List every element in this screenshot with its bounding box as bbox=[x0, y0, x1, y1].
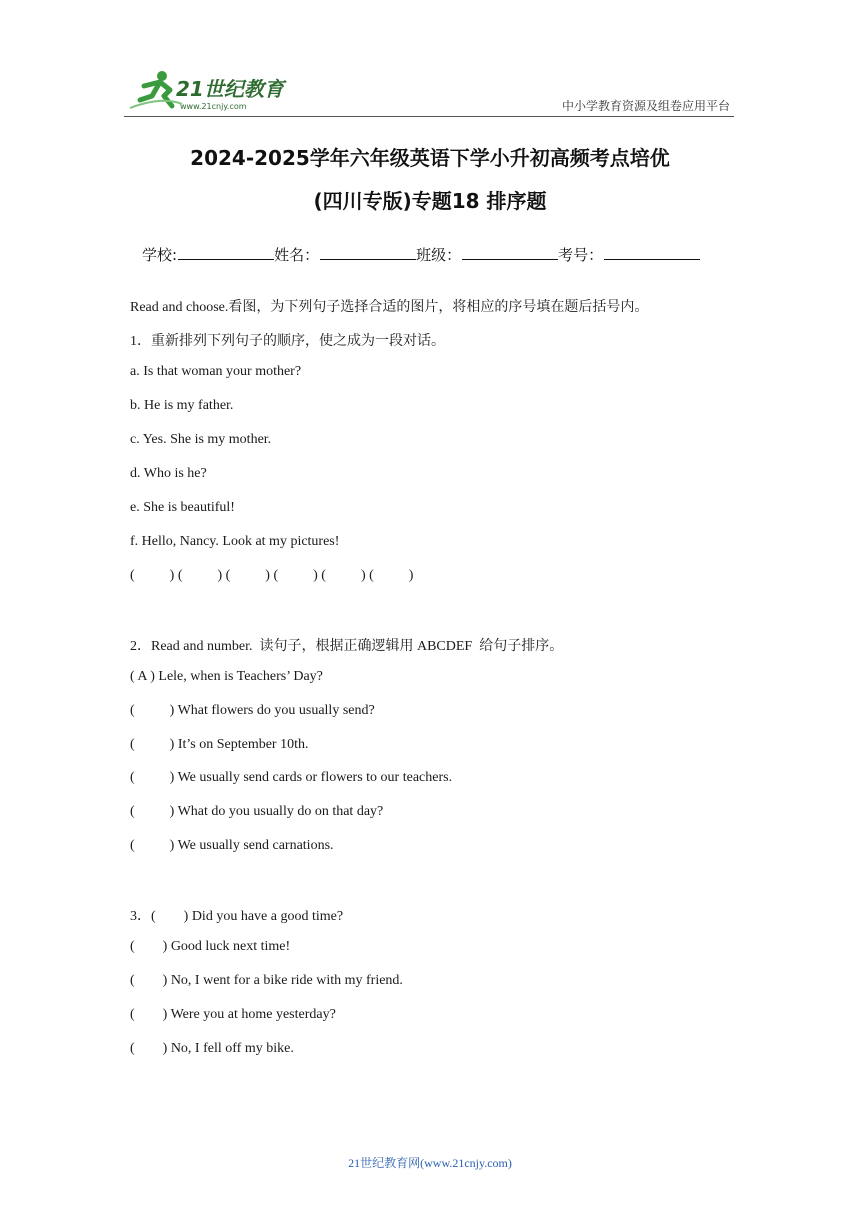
instruction: Read and choose.看图，为下列句子选择合适的图片，将相应的序号填在题后括号内。 bbox=[130, 300, 649, 315]
q2-line[interactable]: ( ) We usually send carnations. bbox=[130, 838, 334, 853]
q2-line: ( A ) Lele, when is Teachers’ Day? bbox=[130, 669, 323, 684]
q1-answer-blanks[interactable]: ( ) ( ) ( ) ( ) ( ) ( ) bbox=[130, 568, 414, 583]
q3-line[interactable]: ( ) Good luck next time! bbox=[130, 939, 291, 954]
runner-logo-icon bbox=[122, 66, 292, 114]
logo bbox=[122, 66, 292, 114]
q1-option: e. She is beautiful! bbox=[130, 500, 235, 515]
q1-option: f. Hello, Nancy. Look at my pictures! bbox=[130, 534, 340, 549]
q2-line[interactable]: ( ) It’s on September 10th. bbox=[130, 737, 309, 752]
q1-prompt: 1．重新排列下列句子的顺序，使之成为一段对话。 bbox=[130, 334, 445, 349]
school-field[interactable] bbox=[142, 244, 274, 265]
q2-line[interactable]: ( ) What flowers do you usually send? bbox=[130, 703, 375, 718]
q3-line[interactable]: ( ) No, I fell off my bike. bbox=[130, 1041, 294, 1056]
exam-number-field[interactable] bbox=[558, 244, 700, 265]
school-blank[interactable] bbox=[178, 245, 274, 260]
name-blank[interactable] bbox=[320, 245, 416, 260]
header-divider bbox=[124, 116, 734, 117]
class-field[interactable] bbox=[416, 244, 558, 265]
class-label: 班级： bbox=[416, 246, 462, 264]
page-title: 2024-2025学年六年级英语下学小升初高频考点培优 bbox=[190, 146, 670, 170]
platform-name: 中小学教育资源及组卷应用平台 bbox=[561, 99, 730, 113]
school-label: 学校: bbox=[142, 246, 178, 264]
class-blank[interactable] bbox=[462, 245, 558, 260]
page-subtitle: (四川专版)专题18 排序题 bbox=[313, 189, 547, 213]
exam-number-blank[interactable] bbox=[604, 245, 700, 260]
q1-option: a. Is that woman your mother? bbox=[130, 364, 302, 379]
q3-line[interactable]: ( ) No, I went for a bike ride with my friend. bbox=[130, 973, 403, 988]
q1-option: b. He is my father. bbox=[130, 398, 234, 413]
q1-option: c. Yes. She is my mother. bbox=[130, 432, 272, 447]
logo-text: 21世纪教育 bbox=[176, 77, 284, 101]
footer-link[interactable]: 21世纪教育网(www.21cnjy.com) bbox=[348, 1156, 512, 1170]
q3-line[interactable]: 3．( ) Did you have a good time? bbox=[130, 909, 344, 924]
q2-line[interactable]: ( ) What do you usually do on that day? bbox=[130, 804, 384, 819]
q2-prompt: 2．Read and number. 读句子，根据正确逻辑用 ABCDEF 给句子排序。 bbox=[130, 639, 564, 654]
q1-option: d. Who is he? bbox=[130, 466, 207, 481]
q3-line[interactable]: ( ) Were you at home yesterday? bbox=[130, 1007, 336, 1022]
name-label: 姓名： bbox=[274, 246, 320, 264]
student-info-row bbox=[142, 244, 700, 265]
exam-number-label: 考号： bbox=[558, 246, 604, 264]
logo-url: www.21cnjy.com bbox=[180, 102, 247, 111]
q2-line[interactable]: ( ) We usually send cards or flowers to our teachers. bbox=[130, 770, 453, 785]
name-field[interactable] bbox=[274, 244, 416, 265]
